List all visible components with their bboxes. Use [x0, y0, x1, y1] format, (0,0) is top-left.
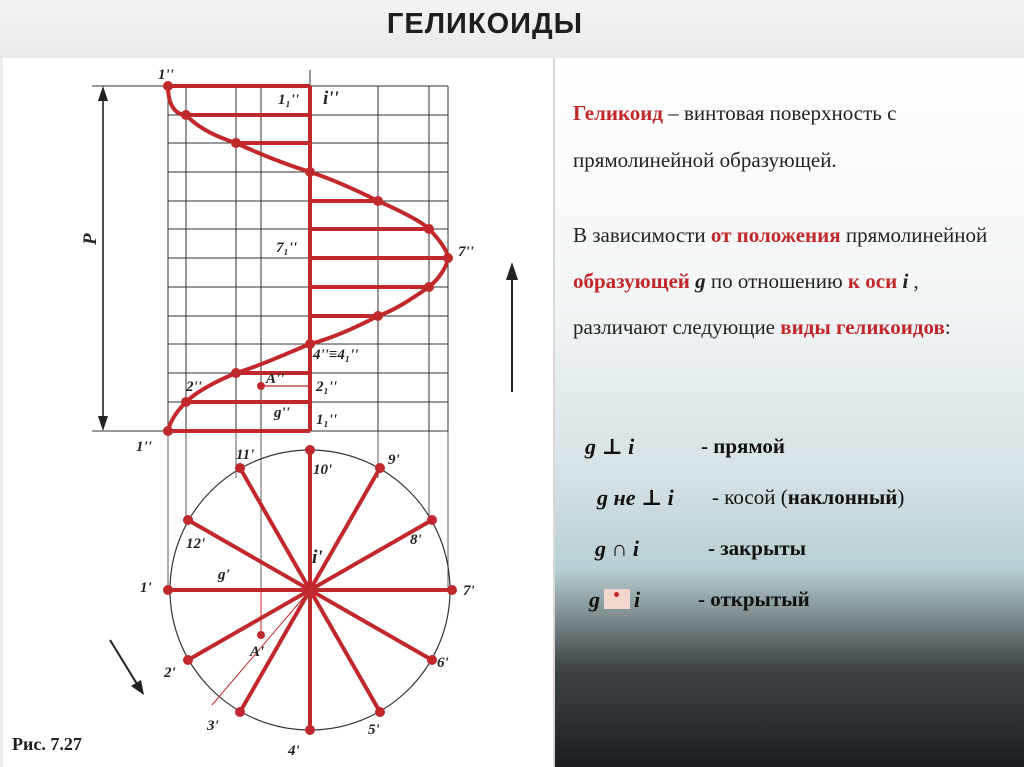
page-title: ГЕЛИКОИДЫ — [386, 8, 584, 40]
type-desc-bold: наклонный — [787, 485, 898, 509]
definition — [573, 90, 993, 184]
label-c5: 5' — [368, 722, 380, 738]
label-c7: 7' — [463, 583, 475, 599]
label-c2: 2' — [164, 665, 176, 681]
label-c4: 4' — [288, 743, 300, 759]
type-symbol: g ∩ i — [595, 536, 639, 561]
type-row-open — [585, 579, 1015, 630]
pitch-dimension — [92, 86, 168, 431]
type-symbol — [589, 587, 640, 613]
type-desc-prefix: - косой ( — [712, 485, 788, 509]
label-c6: 6' — [437, 655, 449, 671]
label-cA: A' — [250, 644, 265, 660]
helicoid-types-list — [585, 426, 1015, 630]
top-view — [163, 445, 457, 735]
label-c11: 11' — [236, 447, 255, 463]
label-7-1: 7₁'' — [276, 240, 298, 256]
para-text-1: В зависимости — [573, 223, 711, 247]
type-desc: - закрыты — [708, 536, 807, 560]
label-ci: i' — [312, 547, 323, 568]
para-text-2: прямолинейной — [840, 223, 988, 247]
label-g: g'' — [274, 405, 290, 421]
para-text-4: , различают следующие — [573, 269, 919, 339]
label-c12: 12' — [186, 536, 206, 552]
type-symbol: g ⊥ i — [585, 434, 635, 459]
rotation-direction-arrow — [110, 640, 144, 695]
label-c9: 9' — [388, 452, 400, 468]
type-desc-suffix: ) — [897, 485, 905, 509]
definition-term: Геликоид — [573, 101, 664, 125]
para-text-3: по отношению — [705, 269, 848, 293]
figure-caption: Рис. 7.27 — [12, 734, 82, 754]
label-1-bottom: 1'' — [136, 439, 152, 455]
label-A: A'' — [266, 371, 285, 387]
label-c3: 3' — [207, 718, 219, 734]
type-row-straight — [585, 426, 1015, 477]
label-c10: 10' — [313, 462, 333, 478]
type-desc: - открытый — [698, 587, 810, 611]
type-desc — [712, 485, 904, 510]
classification-paragraph — [573, 212, 1003, 350]
para-symbol-i: i — [897, 269, 909, 293]
label-7: 7'' — [458, 244, 474, 260]
para-text-5: : — [944, 315, 951, 339]
label-axis-i: i'' — [323, 88, 339, 109]
type-symbol: g не ⊥ i — [597, 485, 674, 510]
label-1-1-bottom: 1₁'' — [316, 412, 338, 428]
para-highlight-4: виды геликоидов — [780, 315, 945, 339]
type-row-closed — [585, 528, 1015, 579]
para-symbol-g: g — [689, 269, 706, 293]
type-symbol-g: g — [589, 587, 600, 612]
label-1-1-top: 1₁'' — [278, 92, 300, 108]
label-4: 4''≡4₁'' — [313, 347, 359, 363]
label-c8: 8' — [410, 532, 422, 548]
rotation-up-arrow — [506, 262, 518, 392]
type-row-oblique — [585, 477, 1015, 528]
para-highlight-1: от положения — [710, 223, 841, 247]
label-2: 2'' — [186, 379, 202, 395]
skew-mark-icon — [604, 589, 630, 609]
type-desc: - прямой — [701, 434, 786, 458]
drawing-labels — [80, 67, 475, 759]
type-symbol-i: i — [634, 587, 641, 612]
label-cg: g' — [218, 567, 230, 583]
label-2-1: 2₁'' — [316, 379, 338, 395]
definition-text: – винтовая поверхность с прямолинейной образующей. — [573, 101, 897, 172]
label-1-top: 1'' — [158, 67, 174, 83]
label-pitch: P — [80, 233, 101, 245]
para-highlight-3: к оси — [847, 269, 898, 293]
para-highlight-2: образующей — [573, 269, 690, 293]
label-c1: 1' — [140, 580, 152, 596]
